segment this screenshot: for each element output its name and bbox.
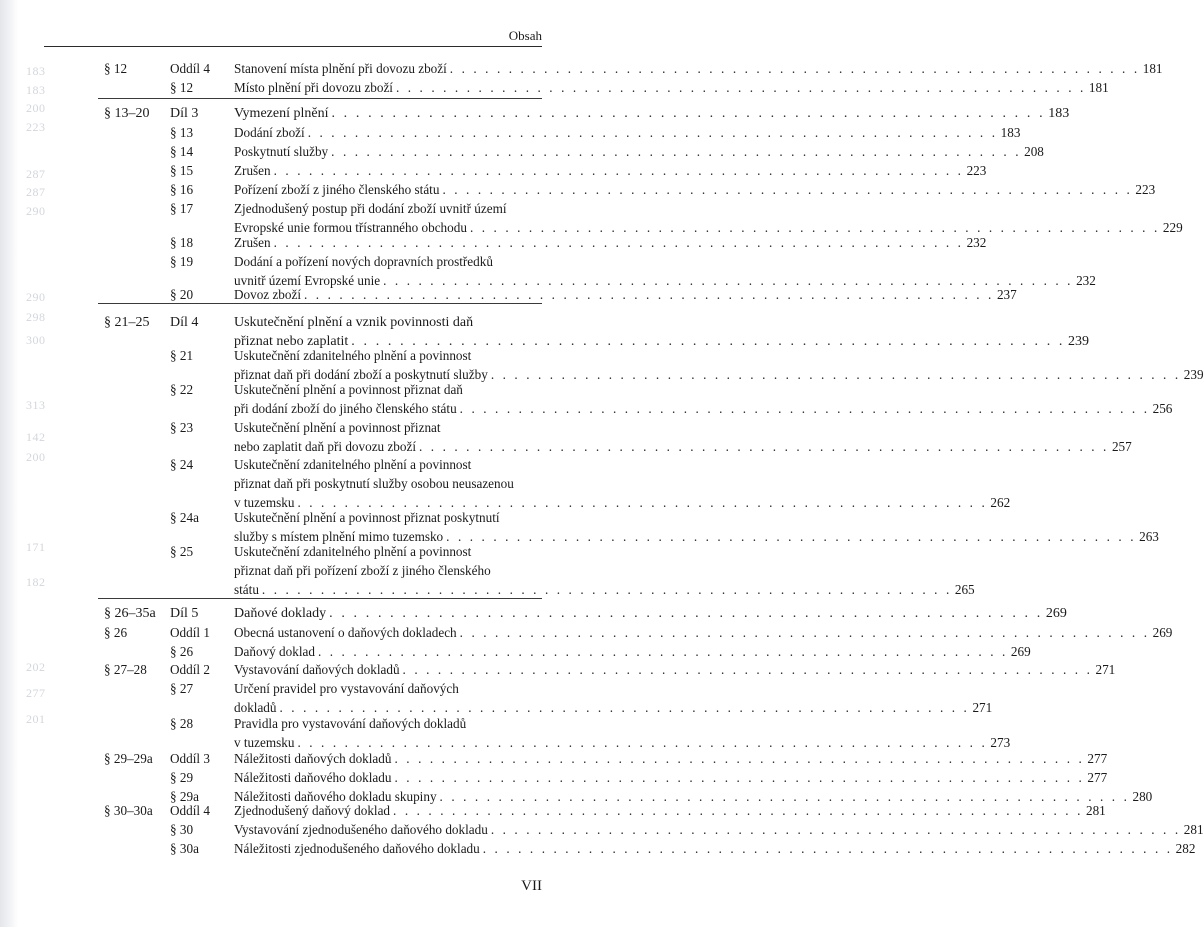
toc-page-number: 281: [1085, 803, 1106, 818]
toc-title-line: Vymezení plnění: [234, 106, 329, 121]
toc-division: Oddíl 2: [170, 662, 210, 677]
page-number: VII: [521, 878, 542, 894]
toc-division: § 12: [170, 80, 194, 95]
toc-title-line: státu: [234, 582, 259, 597]
dot-leader: . . . . . . . . . . . . . . . . . . . . . . . . . . . . . . . . . . . . . . . . . . . . . . . . . . . . . . . . . . .: [393, 803, 1083, 818]
toc-section-range: § 29–29a: [104, 751, 153, 766]
toc-division: § 29: [170, 770, 194, 785]
toc-title-line: Zjednodušený postup při dodání zboží uvnitř území: [234, 201, 507, 216]
toc-page-number: 280: [1132, 789, 1153, 804]
dot-leader: . . . . . . . . . . . . . . . . . . . . . . . . . . . . . . . . . . . . . . . . . . . . . . . . . . . . . . . . . . .: [439, 789, 1130, 804]
toc-division: Díl 3: [170, 106, 199, 121]
toc-title-line: Určení pravidel pro vystavování daňových: [234, 681, 459, 696]
toc-division: § 17: [170, 201, 194, 216]
toc-title-line: Uskutečnění zdanitelného plnění a povinnost: [234, 457, 472, 472]
toc-title-line: Náležitosti daňového dokladu: [234, 770, 392, 785]
bleed-through-number: 183: [26, 64, 46, 78]
toc-title: [234, 642, 1031, 661]
bleed-through-number: 182: [26, 575, 46, 589]
bleed-through-number: 201: [26, 712, 46, 726]
dot-leader: . . . . . . . . . . . . . . . . . . . . . . . . . . . . . . . . . . . . . . . . . . . . . . . . . . . . . . . . . . .: [490, 822, 1181, 837]
toc-title: [234, 123, 1021, 142]
toc-title: [234, 455, 1011, 512]
toc-title: [234, 380, 1173, 418]
bleed-through-number: 313: [26, 398, 46, 412]
toc-title: [234, 542, 975, 599]
toc-title-line: Uskutečnění zdanitelného plnění a povinnost: [234, 544, 472, 559]
dot-leader: . . . . . . . . . . . . . . . . . . . . . . . . . . . . . . . . . . . . . . . . . . . . . . . . . . . . . . . . . . .: [317, 644, 1008, 659]
toc-division: § 21: [170, 348, 194, 363]
toc-title: [234, 78, 1109, 97]
toc-title-line: přiznat daň při poskytnutí služby osobou neusazenou: [234, 476, 514, 491]
toc-title: [234, 233, 987, 252]
toc-title: [234, 768, 1108, 787]
toc-title-line: přiznat nebo zaplatit: [234, 334, 349, 349]
toc-division: Díl 4: [170, 315, 199, 330]
toc-title-line: Obecná ustanovení o daňových dokladech: [234, 625, 457, 640]
bleed-through-number: 287: [26, 185, 46, 199]
toc-division: § 14: [170, 144, 194, 159]
toc-division: § 20: [170, 287, 194, 302]
toc-title-line: Vystavování daňových dokladů: [234, 662, 400, 677]
toc-division: § 16: [170, 182, 194, 197]
toc-title-line: Dodání zboží: [234, 125, 305, 140]
toc-title: [234, 59, 1163, 78]
toc-title: [234, 346, 1204, 384]
toc-title-line: Poskytnutí služby: [234, 144, 329, 159]
dot-leader: . . . . . . . . . . . . . . . . . . . . . . . . . . . . . . . . . . . . . . . . . . . . . . . . . . . . . . . . . . .: [402, 662, 1093, 677]
toc-page-number: 271: [1095, 662, 1116, 677]
dot-leader: . . . . . . . . . . . . . . . . . . . . . . . . . . . . . . . . . . . . . . . . . . . . . . . . . . . . . . . . . . .: [449, 61, 1140, 76]
toc-title-line: Zrušen: [234, 235, 271, 250]
toc-division: § 19: [170, 254, 194, 269]
toc-title-line: Místo plnění při dovozu zboží: [234, 80, 393, 95]
toc-section-range: § 27–28: [104, 662, 147, 677]
toc-division: § 27: [170, 681, 194, 696]
toc-title: [234, 285, 1017, 304]
toc-title-line: služby s místem plnění mimo tuzemsko: [234, 529, 444, 544]
toc-page-number: 183: [1000, 125, 1021, 140]
toc-page-number: 239: [1183, 367, 1204, 382]
dot-leader: . . . . . . . . . . . . . . . . . . . . . . . . . . . . . . . . . . . . . . . . . . . . . . . . . . . . . . . . . . .: [297, 735, 988, 750]
dot-leader: . . . . . . . . . . . . . . . . . . . . . . . . . . . . . . . . . . . . . . . . . . . . . . . . . . . . . . . . . . .: [331, 144, 1022, 159]
bleed-through-number: 290: [26, 290, 46, 304]
toc-title-line: Evropské unie formou třístranného obchodu: [234, 220, 467, 235]
toc-title-line: Uskutečnění plnění a povinnost přiznat poskytnutí: [234, 510, 500, 525]
toc-page-number: 183: [1048, 106, 1070, 121]
bleed-through-number: 183: [26, 83, 46, 97]
toc-title-line: Uskutečnění plnění a povinnost přiznat: [234, 420, 441, 435]
toc-title: [234, 142, 1044, 161]
toc-title-line: Stanovení místa plnění při dovozu zboží: [234, 61, 447, 76]
dot-leader: . . . . . . . . . . . . . . . . . . . . . . . . . . . . . . . . . . . . . . . . . . . . . . . . . . . . . . . . . . .: [273, 163, 964, 178]
toc-page-number: 263: [1139, 529, 1159, 544]
toc-division: Oddíl 4: [170, 803, 210, 818]
toc-title-line: přiznat daň při pořízení zboží z jiného členského: [234, 563, 491, 578]
toc-division: § 23: [170, 420, 194, 435]
toc-page-number: 281: [1183, 822, 1204, 837]
toc-page-number: 265: [954, 582, 975, 597]
toc-division: § 25: [170, 544, 194, 559]
toc-page-number: 256: [1152, 401, 1173, 416]
dot-leader: . . . . . . . . . . . . . . . . . . . . . . . . . . . . . . . . . . . . . . . . . . . . . . . . . . . . . . . . . . .: [331, 106, 1046, 121]
toc-division: § 18: [170, 235, 194, 250]
toc-title-line: Uskutečnění zdanitelného plnění a povinnost: [234, 348, 472, 363]
toc-title: [234, 679, 993, 717]
toc-title-line: Daňový doklad: [234, 644, 315, 659]
dot-leader: . . . . . . . . . . . . . . . . . . . . . . . . . . . . . . . . . . . . . . . . . . . . . . . . . . . . . . . . . . .: [446, 529, 1137, 544]
toc-division: § 29a: [170, 789, 199, 804]
toc-title-line: Uskutečnění plnění a vznik povinnosti daň: [234, 315, 474, 330]
toc-page-number: 277: [1087, 751, 1108, 766]
toc-title-line: v tuzemsku: [234, 495, 295, 510]
dot-leader: . . . . . . . . . . . . . . . . . . . . . . . . . . . . . . . . . . . . . . . . . . . . . . . . . . . . . . . . . . .: [304, 287, 994, 302]
toc-title: [234, 660, 1116, 679]
bleed-through-number: 287: [26, 167, 46, 181]
toc-title-line: Dovoz zboží: [234, 287, 302, 302]
toc-title: [234, 604, 1067, 623]
bleed-through-number: 142: [26, 430, 46, 444]
toc-division: § 26: [170, 644, 194, 659]
toc-title-line: Uskutečnění plnění a povinnost přiznat daň: [234, 382, 463, 397]
dot-leader: . . . . . . . . . . . . . . . . . . . . . . . . . . . . . . . . . . . . . . . . . . . . . . . . . . . . . . . . . . .: [394, 751, 1085, 766]
toc-page-number: 262: [990, 495, 1011, 510]
toc-title-line: Náležitosti zjednodušeného daňového dokladu: [234, 841, 480, 856]
toc-page-number: 208: [1024, 144, 1044, 159]
dot-leader: . . . . . . . . . . . . . . . . . . . . . . . . . . . . . . . . . . . . . . . . . . . . . . . . . . . . . . . . . . .: [482, 841, 1173, 856]
toc-section-range: § 13–20: [104, 106, 150, 121]
bleed-through-number: 200: [26, 101, 46, 115]
toc-title-line: v tuzemsku: [234, 735, 295, 750]
bleed-through-number: 200: [26, 450, 46, 464]
bleed-through-number: 223: [26, 120, 46, 134]
dot-leader: . . . . . . . . . . . . . . . . . . . . . . . . . . . . . . . . . . . . . . . . . . . . . . . . . . . . . . . . . . .: [394, 770, 1085, 785]
toc-section-range: § 26: [104, 625, 128, 640]
dot-leader: . . . . . . . . . . . . . . . . . . . . . . . . . . . . . . . . . . . . . . . . . . . . . . . . . . . . . . . . . . .: [307, 125, 998, 140]
toc-title: [234, 749, 1108, 768]
toc-division: § 30: [170, 822, 194, 837]
dot-leader: . . . . . . . . . . . . . . . . . . . . . . . . . . . . . . . . . . . . . . . . . . . . . . . . . . . . . . . . . . .: [395, 80, 1086, 95]
toc-title: [234, 161, 987, 180]
toc-section-range: § 30–30a: [104, 803, 153, 818]
toc-title-line: Zjednodušený daňový doklad: [234, 803, 391, 818]
toc-title: [234, 839, 1196, 858]
toc-title-line: Vystavování zjednodušeného daňového dokladu: [234, 822, 488, 837]
toc-title: [234, 623, 1173, 642]
toc-title-line: přiznat daň při dodání zboží a poskytnutí služby: [234, 367, 488, 382]
toc-page-number: 237: [996, 287, 1017, 302]
toc-page-number: 282: [1175, 841, 1196, 856]
toc-title-line: při dodání zboží do jiného členského státu: [234, 401, 457, 416]
dot-leader: . . . . . . . . . . . . . . . . . . . . . . . . . . . . . . . . . . . . . . . . . . . . . . . . . . . . . . . . . . .: [351, 334, 1065, 349]
toc-division: Oddíl 4: [170, 61, 210, 76]
toc-title: [234, 418, 1132, 456]
toc-section-range: § 21–25: [104, 315, 150, 330]
toc-page-number: 181: [1142, 61, 1163, 76]
toc-title-line: Dodání a pořízení nových dopravních prostředků: [234, 254, 493, 269]
toc-title-line: Pořízení zboží z jiného členského státu: [234, 182, 440, 197]
toc-title: [234, 199, 1183, 237]
toc-title: [234, 104, 1070, 123]
dot-leader: . . . . . . . . . . . . . . . . . . . . . . . . . . . . . . . . . . . . . . . . . . . . . . . . . . . . . . . . . . .: [279, 700, 970, 715]
toc-title: [234, 801, 1106, 820]
bleed-through-number: 300: [26, 333, 46, 347]
toc-page-number: 257: [1111, 439, 1132, 454]
toc-title: [234, 820, 1204, 839]
dot-leader: . . . . . . . . . . . . . . . . . . . . . . . . . . . . . . . . . . . . . . . . . . . . . . . . . . . . . . . . . . .: [490, 367, 1181, 382]
dot-leader: . . . . . . . . . . . . . . . . . . . . . . . . . . . . . . . . . . . . . . . . . . . . . . . . . . . . . . . . . . .: [297, 495, 988, 510]
toc-page-number: 229: [1162, 220, 1183, 235]
running-head: Obsah: [508, 28, 542, 43]
bleed-through-number: 277: [26, 686, 46, 700]
toc-page-number: 223: [966, 163, 987, 178]
dot-leader: . . . . . . . . . . . . . . . . . . . . . . . . . . . . . . . . . . . . . . . . . . . . . . . . . . . . . . . . . . .: [419, 439, 1109, 454]
dot-leader: . . . . . . . . . . . . . . . . . . . . . . . . . . . . . . . . . . . . . . . . . . . . . . . . . . . . . . . . . . .: [459, 625, 1150, 640]
toc-title-line: Pravidla pro vystavování daňových dokladů: [234, 716, 467, 731]
toc-page-number: 239: [1068, 334, 1089, 349]
bleed-through-number: 202: [26, 660, 46, 674]
dot-leader: . . . . . . . . . . . . . . . . . . . . . . . . . . . . . . . . . . . . . . . . . . . . . . . . . . . . . . . . . . .: [261, 582, 952, 597]
toc-page-number: 232: [1076, 273, 1096, 288]
toc-title-line: Náležitosti daňových dokladů: [234, 751, 392, 766]
dot-leader: . . . . . . . . . . . . . . . . . . . . . . . . . . . . . . . . . . . . . . . . . . . . . . . . . . . . . . . . . . .: [469, 220, 1160, 235]
toc-section-range: § 12: [104, 61, 128, 76]
toc-title-line: Náležitosti daňového dokladu skupiny: [234, 789, 437, 804]
toc-page-number: 269: [1010, 644, 1031, 659]
toc-division: § 22: [170, 382, 194, 397]
toc-division: § 28: [170, 716, 194, 731]
toc-page-number: 232: [966, 235, 987, 250]
toc-page-number: 269: [1152, 625, 1173, 640]
toc-page-number: 271: [972, 700, 993, 715]
toc-title-line: nebo zaplatit daň při dovozu zboží: [234, 439, 416, 454]
dot-leader: . . . . . . . . . . . . . . . . . . . . . . . . . . . . . . . . . . . . . . . . . . . . . . . . . . . . . . . . . . .: [329, 606, 1043, 621]
toc-title: [234, 180, 1156, 199]
toc-page-number: 223: [1135, 182, 1156, 197]
dot-leader: . . . . . . . . . . . . . . . . . . . . . . . . . . . . . . . . . . . . . . . . . . . . . . . . . . . . . . . . . . .: [273, 235, 964, 250]
toc-page-number: 181: [1088, 80, 1109, 95]
toc-page-number: 273: [990, 735, 1011, 750]
toc-section-range: § 26–35a: [104, 606, 156, 621]
toc-division: Oddíl 3: [170, 751, 210, 766]
toc-title: [234, 508, 1159, 546]
toc-page-number: 277: [1087, 770, 1108, 785]
toc-division: § 30a: [170, 841, 199, 856]
toc-title-line: Zrušen: [234, 163, 271, 178]
toc-division: § 13: [170, 125, 194, 140]
toc-title-line: uvnitř území Evropské unie: [234, 273, 381, 288]
bleed-through-number: 290: [26, 204, 46, 218]
toc-division: § 15: [170, 163, 194, 178]
toc-page-number: 269: [1045, 606, 1067, 621]
dot-leader: . . . . . . . . . . . . . . . . . . . . . . . . . . . . . . . . . . . . . . . . . . . . . . . . . . . . . . . . . . .: [442, 182, 1133, 197]
bleed-through-number: 171: [26, 540, 46, 554]
toc-title: [234, 714, 1011, 752]
bleed-through-number: 298: [26, 310, 46, 324]
toc-division: Díl 5: [170, 606, 199, 621]
toc-title-line: Daňové doklady: [234, 606, 327, 621]
dot-leader: . . . . . . . . . . . . . . . . . . . . . . . . . . . . . . . . . . . . . . . . . . . . . . . . . . . . . . . . . . .: [383, 273, 1074, 288]
toc-division: § 24: [170, 457, 194, 472]
toc-title-line: dokladů: [234, 700, 277, 715]
toc-division: Oddíl 1: [170, 625, 210, 640]
dot-leader: . . . . . . . . . . . . . . . . . . . . . . . . . . . . . . . . . . . . . . . . . . . . . . . . . . . . . . . . . . .: [459, 401, 1150, 416]
toc-division: § 24a: [170, 510, 199, 525]
